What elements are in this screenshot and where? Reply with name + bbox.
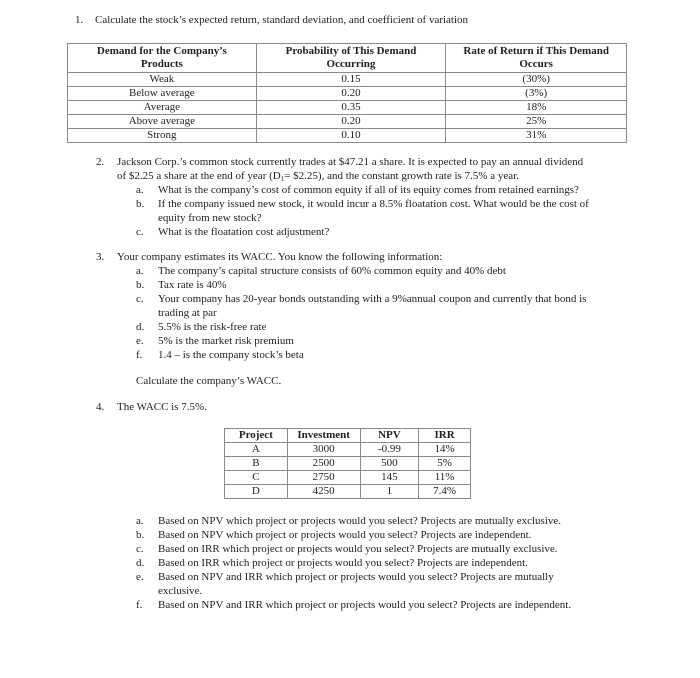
table-row (68, 101, 627, 115)
header-irr: IRR (419, 429, 471, 443)
npv-cell: 145 (360, 471, 419, 485)
table-row (68, 115, 627, 129)
npv-cell: 1 (360, 485, 419, 499)
header-investment: Investment (287, 429, 360, 443)
probability-cell: 0.15 (256, 73, 446, 87)
demand-cell: Average (68, 101, 257, 115)
demand-cell: Strong (68, 129, 257, 143)
demand-cell: Below average (68, 87, 257, 101)
question-3-closing: Calculate the company’s WACC. (136, 375, 282, 387)
table-row (68, 73, 627, 87)
table-row (225, 471, 471, 485)
project-cell: A (225, 443, 288, 457)
project-table (224, 428, 471, 499)
probability-cell: 0.20 (256, 115, 446, 129)
question-2-text-line1: Jackson Corp.’s common stock currently trades at $47.21 a share. It is expected to pay an annual dividend (117, 156, 584, 168)
demand-cell: Above average (68, 115, 257, 129)
return-cell: 25% (446, 115, 627, 129)
table-row (225, 485, 471, 499)
npv-cell: -0.99 (360, 443, 419, 457)
table-header-row (68, 44, 627, 73)
table-row (225, 443, 471, 457)
table-row (225, 457, 471, 471)
return-cell: (30%) (446, 73, 627, 87)
header-npv: NPV (360, 429, 419, 443)
demand-probability-table (67, 43, 627, 143)
npv-cell: 500 (360, 457, 419, 471)
table-header-row (225, 429, 471, 443)
investment-cell: 2500 (287, 457, 360, 471)
investment-cell: 2750 (287, 471, 360, 485)
project-cell: B (225, 457, 288, 471)
header-probability: Probability of This Demand Occurring (256, 44, 446, 73)
irr-cell: 14% (419, 443, 471, 457)
table-row (68, 87, 627, 101)
question-1-text: Calculate the stock’s expected return, standard deviation, and coefficient of variation (95, 14, 469, 26)
header-demand: Demand for the Company’s Products (68, 44, 257, 73)
investment-cell: 4250 (287, 485, 360, 499)
return-cell: 31% (446, 129, 627, 143)
irr-cell: 11% (419, 471, 471, 485)
question-3-text: Your company estimates its WACC. You know the following information: (117, 251, 443, 263)
header-rate-of-return: Rate of Return if This Demand Occurs (446, 44, 627, 73)
question-4-number: 4. (96, 401, 105, 413)
return-cell: 18% (446, 101, 627, 115)
question-1-number: 1. (75, 14, 84, 26)
project-cell: D (225, 485, 288, 499)
investment-cell: 3000 (287, 443, 360, 457)
table-row (68, 129, 627, 143)
irr-cell: 5% (419, 457, 471, 471)
header-project: Project (225, 429, 288, 443)
probability-cell: 0.35 (256, 101, 446, 115)
probability-cell: 0.10 (256, 129, 446, 143)
probability-cell: 0.20 (256, 87, 446, 101)
question-4-text: The WACC is 7.5%. (117, 401, 207, 413)
question-2-number: 2. (96, 156, 105, 168)
return-cell: (3%) (446, 87, 627, 101)
question-2-text-line2: of $2.25 a share at the end of year ($D_1=$ $2.25), and the constant growth rate is 7.5% a year. (117, 170, 519, 183)
irr-cell: 7.4% (419, 485, 471, 499)
demand-cell: Weak (68, 73, 257, 87)
project-cell: C (225, 471, 288, 485)
question-3-number: 3. (96, 251, 105, 263)
